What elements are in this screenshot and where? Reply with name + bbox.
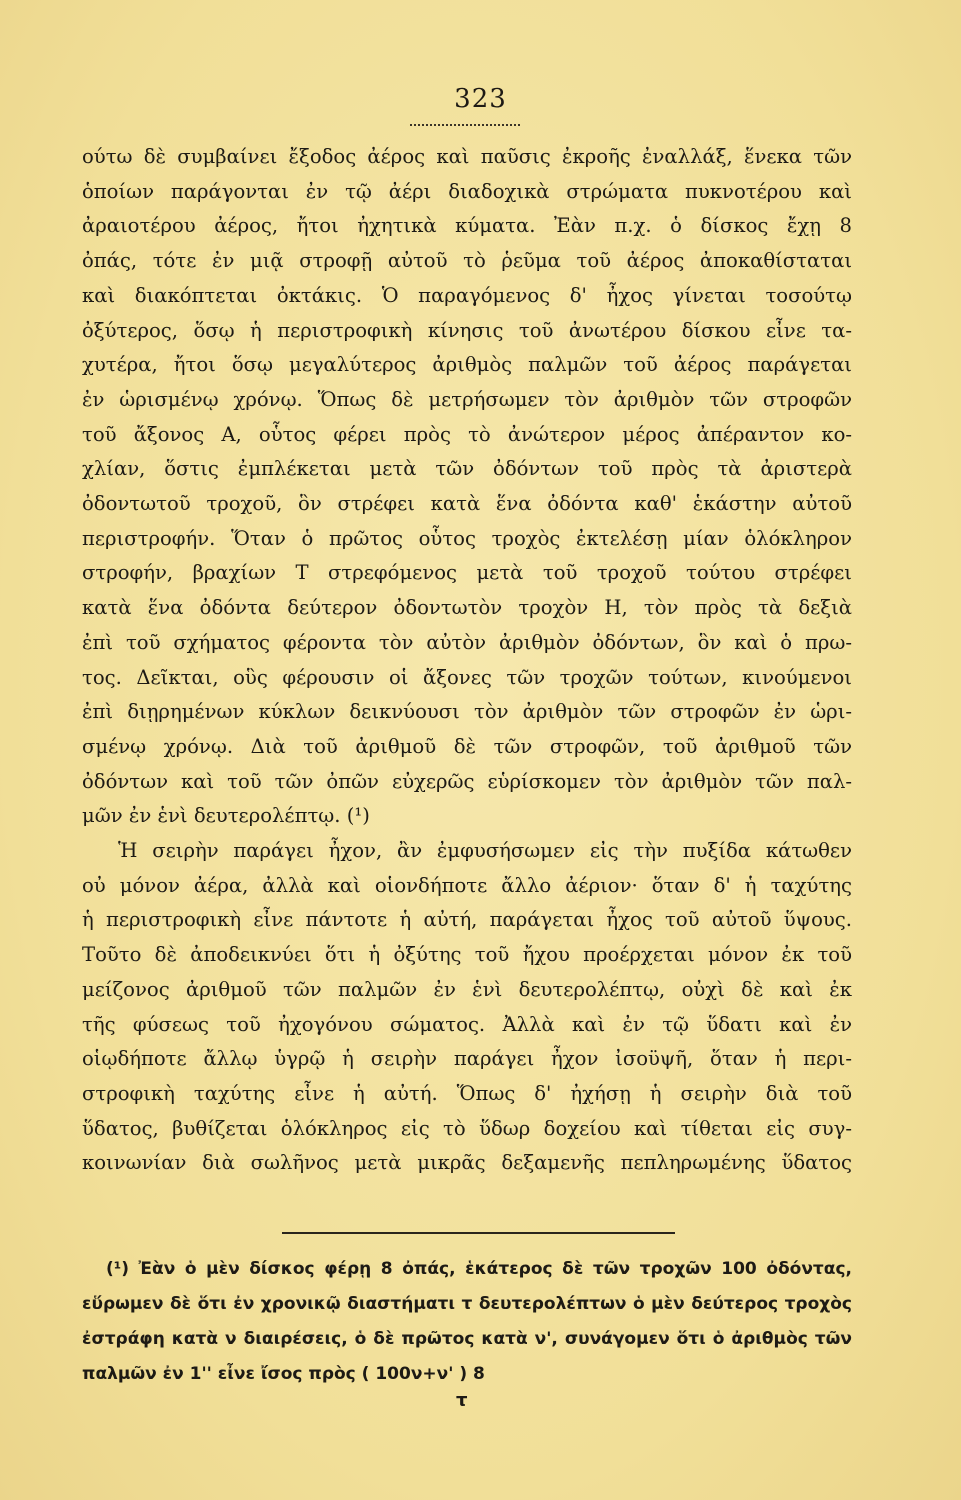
page-number: 323 xyxy=(454,84,507,114)
text-line: ὁποίων παράγονται ἐν τῷ ἀέρι διαδοχικὰ στρώματα πυκνοτέρου καὶ xyxy=(82,179,852,203)
text-line: Ἡ σειρὴν παράγει ἦχον, ἂν ἐμφυσήσωμεν εἰς τὴν πυξίδα κάτωθεν xyxy=(118,839,852,863)
text-line: ἐπὶ τοῦ σχήματος φέροντα τὸν αὐτὸν ἀριθμὸν ὀδόντων, ὃν καὶ ὁ πρω- xyxy=(82,630,852,654)
text-line: σμένῳ χρόνῳ. Διὰ τοῦ ἀριθμοῦ δὲ τῶν στροφῶν, τοῦ ἀριθμοῦ τῶν xyxy=(82,734,852,758)
text-line: κοινωνίαν διὰ σωλῆνος μετὰ μικρᾶς δεξαμενῆς πεπληρωμένης ὕδατος xyxy=(82,1151,852,1175)
text-line: ούτω δὲ συμβαίνει ἔξοδος ἀέρος καὶ παῦσις ἐκροῆς ἐναλλάξ, ἕνεκα τῶν xyxy=(82,145,852,168)
footnote-line: εὕρωμεν δὲ ὅτι ἐν χρονικῷ διαστήματι τ δευτερολέπτων ὁ μὲν δεύτερος τροχὸς xyxy=(82,1294,852,1314)
text-line: Τοῦτο δὲ ἀποδεικνύει ὅτι ἡ ὀξύτης τοῦ ἤχου προέρχεται μόνον ἐκ τοῦ xyxy=(82,943,852,967)
text-line: ἡ περιστροφικὴ εἶνε πάντοτε ἡ αὐτή, παράγεται ἦχος τοῦ αὐτοῦ ὕψους. xyxy=(82,908,852,932)
footnote-line: παλμῶν ἐν 1'' εἶνε ἴσος πρὸς ( 100ν+ν' ) 8 xyxy=(82,1364,485,1384)
text-line: ὀπάς, τότε ἐν μιᾷ στροφῇ αὐτοῦ τὸ ῥεῦμα τοῦ ἀέρος ἀποκαθίσταται xyxy=(82,249,852,273)
text-line: τοῦ ἄξονος Α, οὗτος φέρει πρὸς τὸ ἀνώτερον μέρος ἀπέραντον κο- xyxy=(82,422,852,446)
footnote-line: ἐστράφη κατὰ ν διαιρέσεις, ὁ δὲ πρῶτος κατὰ ν', συνάγομεν ὅτι ὁ ἀριθμὸς τῶν xyxy=(82,1329,852,1349)
text-line: κατὰ ἕνα ὀδόντα δεύτερον ὀδοντωτὸν τροχὸν Η, τὸν πρὸς τὰ δεξιὰ xyxy=(82,596,852,620)
text-line: μείζονος ἀριθμοῦ τῶν παλμῶν ἐν ἑνὶ δευτερολέπτῳ, οὐχὶ δὲ καὶ ἐκ xyxy=(82,977,852,1001)
text-line: τῆς φύσεως τοῦ ἠχογόνου σώματος. Ἀλλὰ καὶ ἐν τῷ ὕδατι καὶ ἐν xyxy=(82,1012,852,1036)
text-line: τος. Δεῖκται, οὓς φέρουσιν οἱ ἄξονες τῶν τροχῶν τούτων, κινούμενοι xyxy=(82,665,852,689)
text-line: στροφήν, βραχίων Τ στρεφόμενος μετὰ τοῦ τροχοῦ τούτου στρέφει xyxy=(82,561,852,585)
text-line: περιστροφήν. Ὅταν ὁ πρῶτος οὗτος τροχὸς ἐκτελέσῃ μίαν ὁλόκληρον xyxy=(82,526,852,550)
footnote xyxy=(82,1252,852,1392)
text-line: ἐπὶ διῃρημένων κύκλων δεικνύουσι τὸν ἀριθμὸν τῶν στροφῶν ἐν ὡρι- xyxy=(82,700,852,724)
text-line: οἱῳδήποτε ἄλλῳ ὑγρῷ ἡ σειρὴν παράγει ἦχον ἰσοϋψῆ, ὅταν ἡ περι- xyxy=(82,1047,852,1071)
body-text xyxy=(82,140,852,1181)
text-line: ἀραιοτέρου ἀέρος, ἤτοι ἠχητικὰ κύματα. Ἐὰν π.χ. ὁ δίσκος ἔχῃ 8 xyxy=(82,214,852,238)
text-line: χλίαν, ὅστις ἐμπλέκεται μετὰ τῶν ὀδόντων τοῦ πρὸς τὰ ἀριστερὰ xyxy=(82,457,852,481)
page-number-ornament xyxy=(410,124,520,130)
footnote-fraction-denominator: τ xyxy=(456,1390,468,1411)
text-line: ὕδατος, βυθίζεται ὁλόκληρος εἰς τὸ ὕδωρ δοχείου καὶ τίθεται εἰς συγ- xyxy=(82,1116,852,1140)
footnote-line: (¹) Ἐὰν ὁ μὲν δίσκος φέρῃ 8 ὀπάς, ἑκάτερος δὲ τῶν τροχῶν 100 ὀδόντας, xyxy=(106,1259,852,1279)
text-line: καὶ διακόπτεται ὀκτάκις. Ὁ παραγόμενος δ' ἦχος γίνεται τοσούτῳ xyxy=(82,283,852,307)
text-line: μῶν ἐν ἑνὶ δευτερολέπτῳ. (¹) xyxy=(82,804,370,828)
footnote-divider xyxy=(282,1232,675,1234)
text-line: οὐ μόνον ἀέρα, ἀλλὰ καὶ οἱονδήποτε ἄλλο ἀέριον· ὅταν δ' ἡ ταχύτης xyxy=(82,873,852,897)
text-line: ὀδόντων καὶ τοῦ τῶν ὀπῶν εὐχερῶς εὑρίσκομεν τὸν ἀριθμὸν τῶν παλ- xyxy=(82,769,852,793)
text-line: ὀδοντωτοῦ τροχοῦ, ὃν στρέφει κατὰ ἕνα ὀδόντα καθ' ἑκάστην αὐτοῦ xyxy=(82,492,852,516)
text-line: ἐν ὡρισμένῳ χρόνῳ. Ὅπως δὲ μετρήσωμεν τὸν ἀριθμὸν τῶν στροφῶν xyxy=(82,387,852,411)
text-line: στροφικὴ ταχύτης εἶνε ἡ αὐτή. Ὅπως δ' ἠχήσῃ ἡ σειρὴν διὰ τοῦ xyxy=(82,1081,852,1105)
text-line: χυτέρα, ἤτοι ὅσῳ μεγαλύτερος ἀριθμὸς παλμῶν τοῦ ἀέρος παράγεται xyxy=(82,353,852,377)
text-line: ὀξύτερος, ὅσῳ ἡ περιστροφικὴ κίνησις τοῦ ἀνωτέρου δίσκου εἶνε τα- xyxy=(82,318,852,342)
